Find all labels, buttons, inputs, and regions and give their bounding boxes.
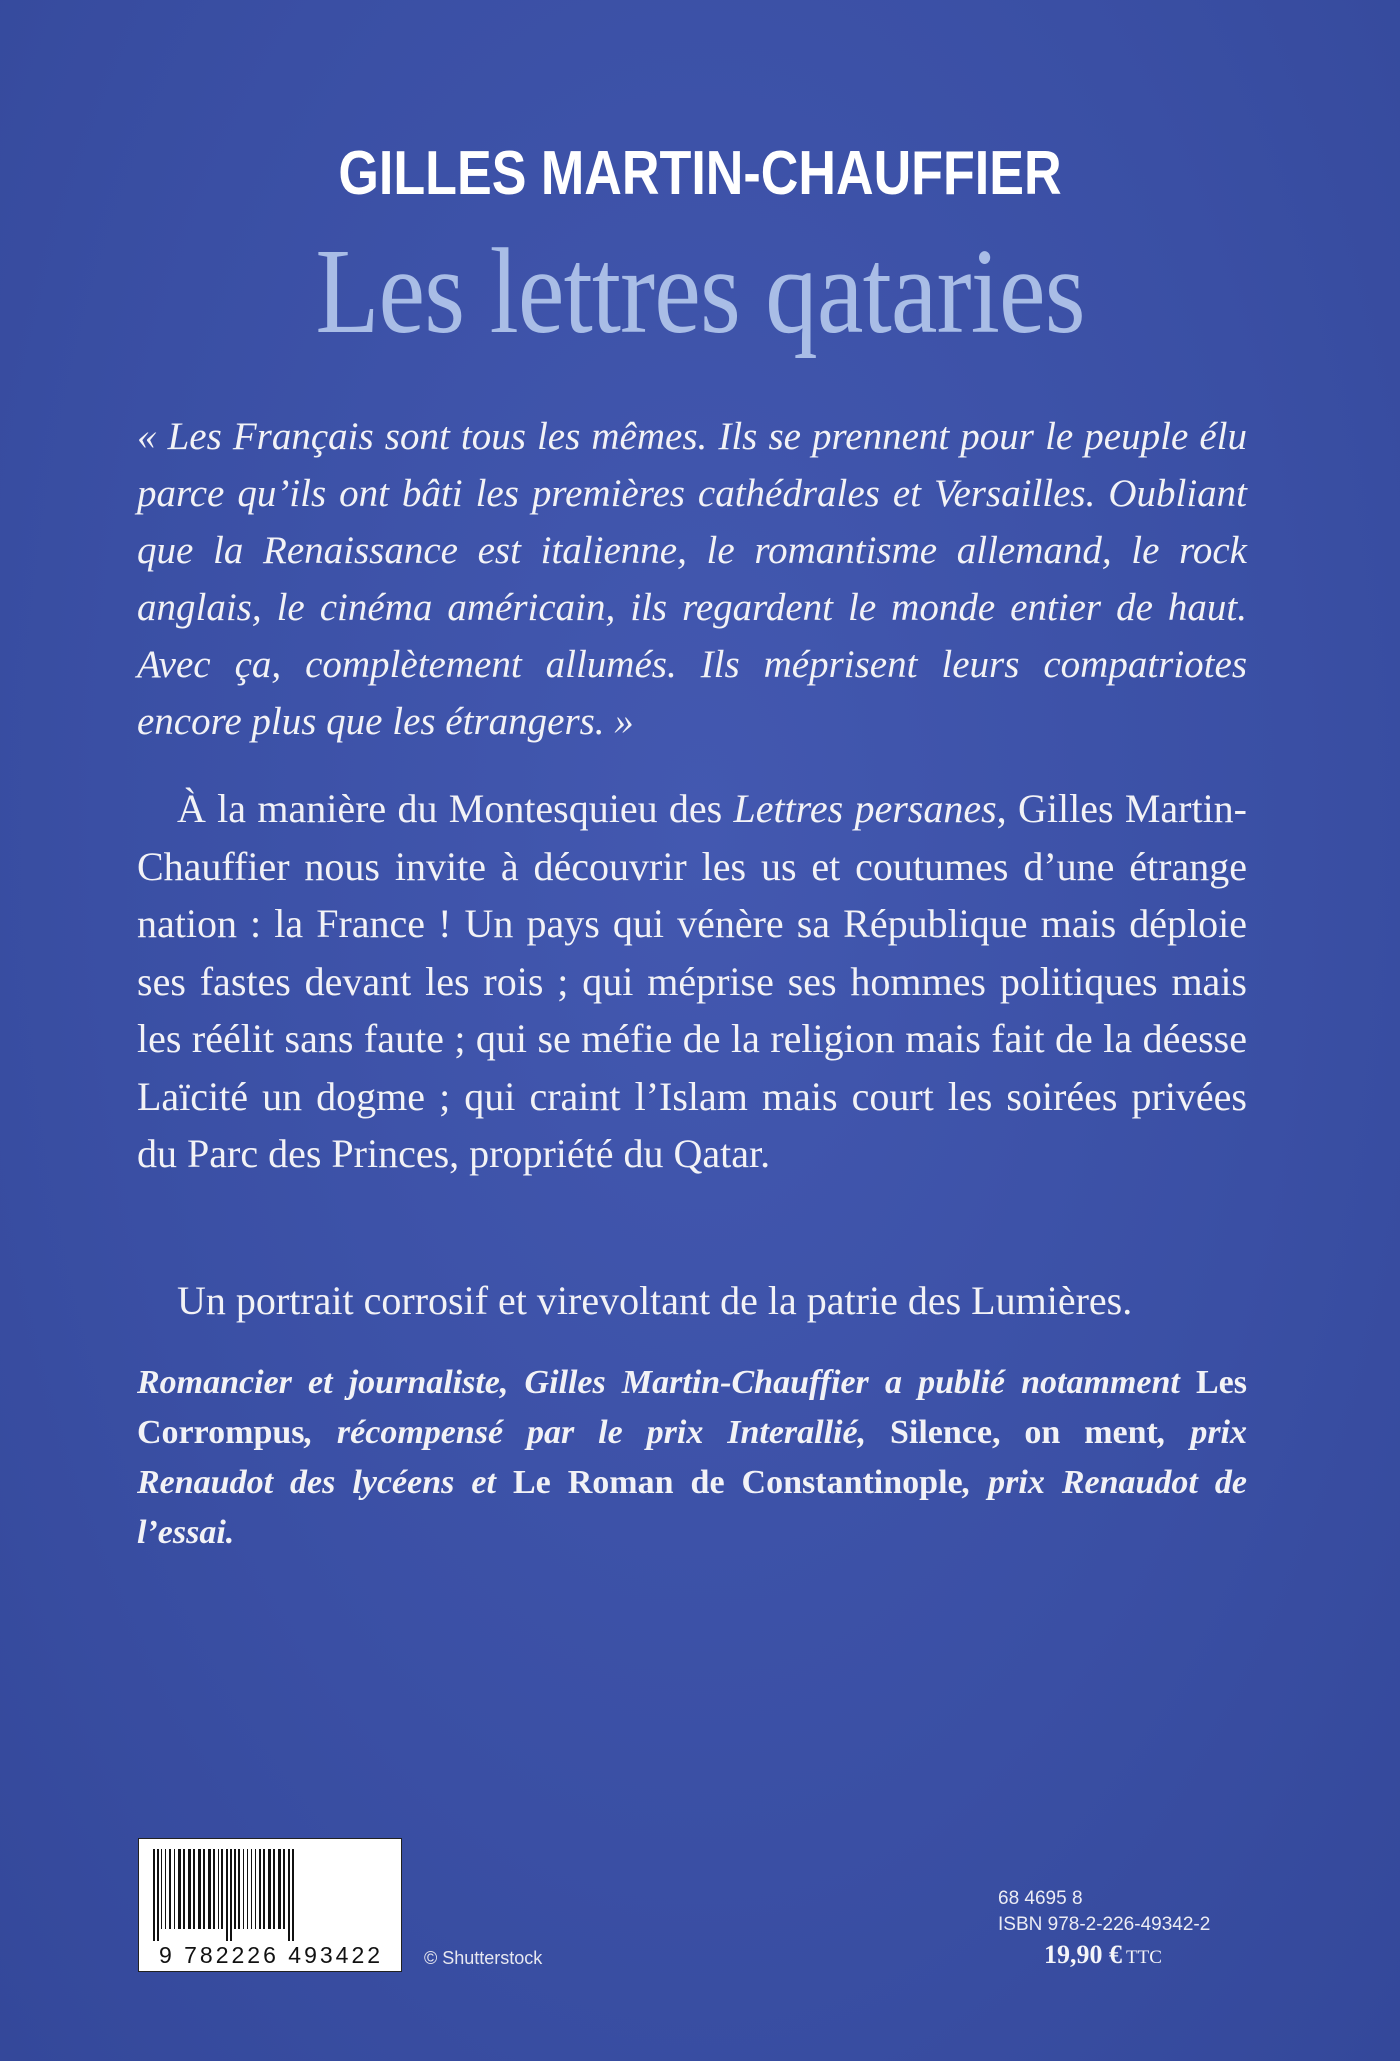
description-part1: À la manière du Montesquieu des <box>177 786 734 831</box>
barcode-bar <box>251 1849 252 1929</box>
barcode-bar <box>193 1849 195 1929</box>
bio-s1: Romancier et journaliste, Gilles Martin-Chauffier a publié notamment <box>137 1364 1196 1401</box>
barcode-bar <box>288 1849 290 1941</box>
description-paragraph <box>137 780 1247 1183</box>
barcode-bars <box>151 1849 391 1941</box>
description <box>137 780 1247 1183</box>
barcode-bar <box>165 1849 166 1929</box>
description-part2: , Gilles Martin-Chauffier nous invite à découvrir les us et coutumes d’une étrange nation : la France ! Un pays qui vénère sa République mais déploie ses fastes devant les rois ; qui méprise ses hommes politiques mais les réélit sans faute ; qui se méfie de la religion mais fait de la déesse Laïcité un dogme ; qui craint l’Islam mais court les soirées privées du Parc des Princes, propriété du Qatar. <box>137 786 1247 1176</box>
barcode-bar <box>221 1849 223 1929</box>
barcode-bar <box>259 1849 261 1929</box>
bio-s2: , récompensé par le prix Interallié, <box>304 1414 890 1451</box>
tagline: Un portrait corrosif et virevoltant de la patrie des Lumières. <box>177 1278 1133 1323</box>
barcode-bar <box>203 1849 205 1929</box>
reference-code: 68 4695 8 <box>998 1888 1083 1909</box>
price <box>1044 1940 1162 1970</box>
barcode-bar <box>183 1849 185 1929</box>
isbn: ISBN 978-2-226-49342-2 <box>998 1914 1211 1935</box>
barcode-bar <box>218 1849 219 1929</box>
barcode-bar <box>243 1849 244 1929</box>
barcode-bar <box>273 1849 275 1929</box>
barcode <box>138 1838 402 1972</box>
barcode-bar <box>178 1849 181 1929</box>
photo-credit: © Shutterstock <box>424 1948 543 1968</box>
bio-book-1: Les Corrompus <box>137 1364 1247 1451</box>
barcode-bar <box>226 1849 228 1941</box>
author-bio <box>137 1358 1247 1558</box>
barcode-bar <box>247 1849 248 1929</box>
barcode-bar <box>208 1849 211 1929</box>
book-title: Les lettres qataries <box>315 224 1085 359</box>
product-codes <box>998 1886 1210 1938</box>
barcode-bar <box>238 1849 240 1929</box>
bio-book-3: Le Roman de Constantinople <box>512 1464 963 1501</box>
quote-text: « Les Français sont tous les mêmes. Ils se prennent pour le peuple élu parce qu’ils ont bâti les premières cathédrales et Versailles. Oubliant que la Renaissance est italienne, le romantisme allemand, le rock anglais, le cinéma américain, ils regardent le monde entier de haut. Avec ça, complètement allumés. Ils méprisent leurs compatriotes encore plus que les étrangers. » <box>137 415 1247 743</box>
barcode-bar <box>230 1849 232 1941</box>
barcode-bar <box>263 1849 265 1929</box>
barcode-digits: 9 782226 493422 <box>158 1942 384 1968</box>
barcode-bar <box>161 1849 162 1929</box>
barcode-bar <box>255 1849 256 1929</box>
bio-s3: , prix Renaudot des lycéens et <box>137 1414 1247 1501</box>
bio-s4: , prix Renaudot de l’essai. <box>137 1464 1247 1551</box>
barcode-bar <box>157 1849 159 1941</box>
barcode-bar <box>292 1849 294 1941</box>
price-amount: 19,90 € <box>1044 1940 1122 1969</box>
barcode-bar <box>174 1849 175 1929</box>
barcode-bar <box>234 1849 236 1929</box>
barcode-bar <box>278 1849 281 1929</box>
bio-book-2: Silence, on ment <box>890 1414 1158 1451</box>
barcode-bar <box>169 1849 171 1929</box>
barcode-bar <box>198 1849 201 1929</box>
author-name: GILLES MARTIN-CHAUFFIER <box>338 139 1062 208</box>
excerpt-quote <box>137 408 1247 750</box>
barcode-bar <box>268 1849 271 1929</box>
bio-paragraph <box>137 1358 1247 1558</box>
barcode-bar <box>283 1849 285 1929</box>
barcode-bar <box>188 1849 191 1929</box>
description-book-title: Lettres persanes <box>733 786 997 831</box>
barcode-bar <box>153 1849 155 1941</box>
barcode-bar <box>213 1849 215 1929</box>
price-suffix: TTC <box>1126 1947 1162 1968</box>
